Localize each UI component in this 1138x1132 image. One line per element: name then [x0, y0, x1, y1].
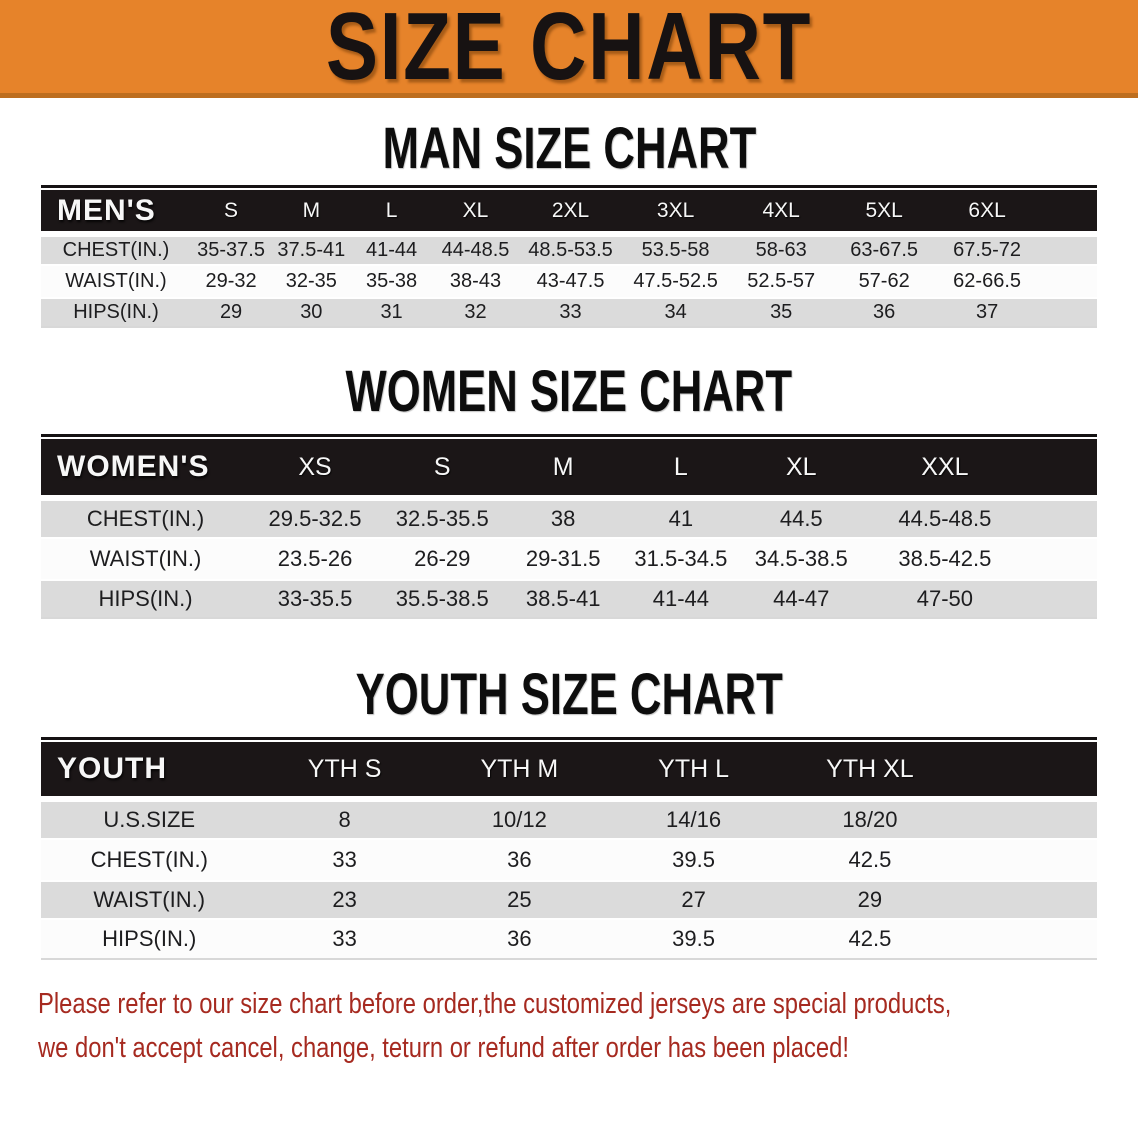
value-cell: 67.5-72 [935, 235, 1038, 266]
row-label: U.S.SIZE [41, 800, 257, 840]
value-cell: 31 [351, 297, 431, 328]
value-cell: 18/20 [780, 800, 960, 840]
women-table-label: WOMEN'S [41, 437, 250, 499]
women-header-row [41, 437, 1097, 499]
youth-chest-row [41, 840, 1097, 880]
men-size-table [41, 185, 1097, 328]
women-heading-text: WOMEN SIZE CHART [345, 359, 793, 425]
column-header: XS [250, 437, 380, 499]
value-cell: 35-38 [351, 266, 431, 297]
value-cell: 58-63 [729, 235, 832, 266]
row-label: CHEST(IN.) [41, 235, 191, 266]
column-header: 2XL [519, 188, 621, 235]
row-label: HIPS(IN.) [41, 579, 250, 619]
column-header: M [271, 188, 351, 235]
youth-ussize-row [41, 800, 1097, 840]
value-cell: 52.5-57 [729, 266, 832, 297]
value-cell: 63-67.5 [833, 235, 935, 266]
youth-hips-row [41, 920, 1097, 960]
column-header: XXL [863, 437, 1028, 499]
value-cell: 41 [622, 499, 740, 539]
value-cell: 47.5-52.5 [622, 266, 730, 297]
value-cell: 34.5-38.5 [740, 539, 862, 579]
men-chest-row [41, 235, 1097, 266]
value-cell: 42.5 [780, 920, 960, 960]
value-cell: 33 [257, 920, 431, 960]
value-cell: 37.5-41 [271, 235, 351, 266]
value-cell: 44.5-48.5 [863, 499, 1028, 539]
column-header: YTH L [607, 740, 780, 800]
spacer-cell [1039, 266, 1097, 297]
row-label: WAIST(IN.) [41, 539, 250, 579]
value-cell: 23 [257, 880, 431, 920]
row-label: WAIST(IN.) [41, 880, 257, 920]
column-header: L [622, 437, 740, 499]
value-cell: 53.5-58 [622, 235, 730, 266]
spacer-cell [960, 920, 1097, 960]
value-cell: 32.5-35.5 [380, 499, 505, 539]
column-header: M [505, 437, 622, 499]
spacer-cell [960, 800, 1097, 840]
column-header: L [351, 188, 431, 235]
spacer-cell [1039, 297, 1097, 328]
value-cell: 29 [191, 297, 271, 328]
women-hips-row [41, 579, 1097, 619]
value-cell: 38.5-41 [505, 579, 622, 619]
column-header: YTH M [432, 740, 607, 800]
value-cell: 41-44 [351, 235, 431, 266]
row-label: WAIST(IN.) [41, 266, 191, 297]
value-cell: 35-37.5 [191, 235, 271, 266]
man-section-heading [0, 116, 1138, 182]
youth-header-row [41, 740, 1097, 800]
column-header: 5XL [833, 188, 935, 235]
value-cell: 27 [607, 880, 780, 920]
column-header: XL [740, 437, 862, 499]
row-label: HIPS(IN.) [41, 920, 257, 960]
value-cell: 23.5-26 [250, 539, 380, 579]
value-cell: 48.5-53.5 [519, 235, 621, 266]
column-header: 3XL [622, 188, 730, 235]
value-cell: 29 [780, 880, 960, 920]
column-header: XL [432, 188, 520, 235]
value-cell: 25 [432, 880, 607, 920]
value-cell: 38-43 [432, 266, 520, 297]
youth-table-label: YOUTH [41, 740, 257, 800]
spacer-cell [1039, 188, 1097, 235]
men-hips-row [41, 297, 1097, 328]
row-label: HIPS(IN.) [41, 297, 191, 328]
value-cell: 62-66.5 [935, 266, 1038, 297]
value-cell: 38.5-42.5 [863, 539, 1028, 579]
value-cell: 47-50 [863, 579, 1028, 619]
men-waist-row [41, 266, 1097, 297]
column-header: YTH S [257, 740, 431, 800]
spacer-cell [1027, 579, 1097, 619]
value-cell: 57-62 [833, 266, 935, 297]
value-cell: 29-31.5 [505, 539, 622, 579]
spacer-cell [1039, 235, 1097, 266]
column-header: S [191, 188, 271, 235]
order-disclaimer-note [38, 982, 1138, 1070]
value-cell: 41-44 [622, 579, 740, 619]
value-cell: 36 [432, 840, 607, 880]
value-cell: 31.5-34.5 [622, 539, 740, 579]
value-cell: 14/16 [607, 800, 780, 840]
value-cell: 43-47.5 [519, 266, 621, 297]
column-header: YTH XL [780, 740, 960, 800]
men-table-label: MEN'S [41, 188, 191, 235]
man-heading-text: MAN SIZE CHART [382, 116, 756, 182]
value-cell: 42.5 [780, 840, 960, 880]
value-cell: 44-48.5 [432, 235, 520, 266]
value-cell: 30 [271, 297, 351, 328]
value-cell: 36 [833, 297, 935, 328]
youth-section-heading [0, 662, 1138, 728]
spacer-cell [1027, 539, 1097, 579]
value-cell: 36 [432, 920, 607, 960]
column-header: 6XL [935, 188, 1038, 235]
disclaimer-line-2: we don't accept cancel, change, teturn or refund after order has been placed! [38, 1032, 849, 1064]
women-waist-row [41, 539, 1097, 579]
value-cell: 44.5 [740, 499, 862, 539]
value-cell: 33 [257, 840, 431, 880]
value-cell: 10/12 [432, 800, 607, 840]
women-size-table [41, 434, 1097, 619]
row-label: CHEST(IN.) [41, 840, 257, 880]
disclaimer-line-1: Please refer to our size chart before order,the customized jerseys are special products, [38, 988, 952, 1020]
value-cell: 34 [622, 297, 730, 328]
youth-size-table [41, 737, 1097, 960]
men-header-row [41, 188, 1097, 235]
value-cell: 38 [505, 499, 622, 539]
value-cell: 33 [519, 297, 621, 328]
value-cell: 29.5-32.5 [250, 499, 380, 539]
column-header: S [380, 437, 505, 499]
spacer-cell [1027, 437, 1097, 499]
women-section-heading [0, 359, 1138, 425]
row-label: CHEST(IN.) [41, 499, 250, 539]
spacer-cell [1027, 499, 1097, 539]
value-cell: 35 [729, 297, 832, 328]
youth-heading-text: YOUTH SIZE CHART [355, 662, 783, 728]
column-header: 4XL [729, 188, 832, 235]
value-cell: 32 [432, 297, 520, 328]
value-cell: 44-47 [740, 579, 862, 619]
value-cell: 26-29 [380, 539, 505, 579]
spacer-cell [960, 740, 1097, 800]
spacer-cell [960, 840, 1097, 880]
value-cell: 35.5-38.5 [380, 579, 505, 619]
value-cell: 39.5 [607, 920, 780, 960]
value-cell: 33-35.5 [250, 579, 380, 619]
value-cell: 29-32 [191, 266, 271, 297]
banner-title: SIZE CHART [325, 0, 813, 100]
women-chest-row [41, 499, 1097, 539]
value-cell: 8 [257, 800, 431, 840]
value-cell: 39.5 [607, 840, 780, 880]
youth-waist-row [41, 880, 1097, 920]
size-chart-banner [0, 0, 1138, 98]
value-cell: 37 [935, 297, 1038, 328]
value-cell: 32-35 [271, 266, 351, 297]
spacer-cell [960, 880, 1097, 920]
